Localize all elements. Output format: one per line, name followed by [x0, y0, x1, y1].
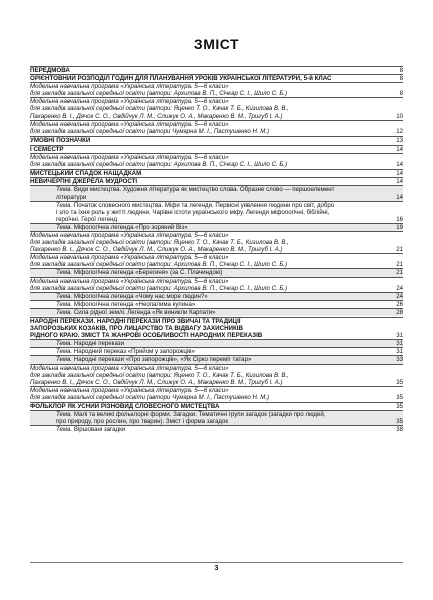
toc-entry-text: для закладів загальної середньої освіти (автори Чумарна М. І., Пастушенко Н. М.): [30, 393, 270, 401]
toc-entry[interactable]: [30, 261, 403, 268]
toc-entry-text: Малі та великі фольклорні форми. Загадки. Тематичні групи загадок (загадки про людей,: [73, 411, 326, 419]
toc-entry-label: Тема.: [56, 411, 73, 419]
toc-entry-text: Міфологічна легенда «Чому нас море людин?»: [73, 292, 208, 300]
toc-entry-label: Тема.: [56, 269, 73, 277]
toc-entry-text: для закладів загальної середньої освіти (автори Чумарна М. І., Пастушенко Н. М.): [30, 127, 270, 135]
toc-entry-text: Народний переказ «Прийом у запорожців»: [73, 348, 195, 356]
toc-entry[interactable]: [30, 277, 403, 285]
toc-entry-text: для закладів загальної середньої освіти (автори: Яценко Т. О., Качак Т. Б., Кизилова В. В.,: [30, 105, 289, 113]
toc-entry[interactable]: [30, 223, 403, 231]
toc-entry-text: I СЕМЕСТР: [30, 145, 64, 153]
toc-entry-title: [30, 411, 391, 418]
toc-entry-page: 35: [396, 403, 403, 411]
toc-entry-text: для закладів загальної середньої освіти (автори: Архипова В. П., Січкар С. І., Шило С. Б.): [30, 161, 288, 169]
toc-entry[interactable]: [30, 339, 403, 347]
toc-entry-text: героїчні. Герої легенд: [56, 215, 118, 223]
toc-entry-title: [30, 75, 391, 82]
toc-entry-text: Пахаренко В. І., Дячок С. О., Овдійчук Л. М., Слижук О. А., Макаренко В. М., Тригуб І. А.): [30, 246, 283, 254]
toc-entry-page: 8: [399, 90, 403, 98]
toc-entry-title: [30, 403, 391, 410]
toc-entry[interactable]: [30, 105, 403, 112]
toc-entry[interactable]: [30, 268, 403, 276]
toc-entry-label: Тема.: [56, 300, 73, 308]
toc-entry-title: [30, 194, 391, 201]
toc-entry-page: 14: [396, 178, 403, 186]
toc-entry-text: і зло та їхня роль у житті людини. Чарівні істоти українського міфу. Легенди міфологічні, біблійні,: [56, 208, 330, 216]
toc-entry[interactable]: [30, 379, 403, 386]
toc-entry-label: Тема.: [56, 201, 73, 209]
toc-entry-title: [30, 418, 391, 425]
toc-entry-page: 8: [399, 67, 403, 74]
toc-entry[interactable]: [30, 113, 403, 120]
page-title: ЗМІСТ: [193, 36, 240, 52]
toc-entry-title: [30, 269, 391, 276]
toc-entry-title: [30, 146, 391, 153]
toc-entry-title: [30, 209, 391, 216]
toc-entry[interactable]: [30, 201, 403, 209]
toc-entry-text: Сила рідної землі. Легенда «Як виникли Карпати»: [73, 308, 216, 316]
toc-entry-title: [30, 261, 391, 268]
toc-entry-text: Види мистецтва. Художня література як мистецтво слова. Образне слово — першоелемент: [73, 186, 335, 194]
toc-entry[interactable]: [30, 394, 403, 401]
toc-entry-text: РІДНОГО КРАЮ. ЗМІСТ ТА ЖАНРОВІ ОСОБЛИВОСТІ НАРОДНИХ ПЕРЕКАЗІВ: [30, 332, 263, 340]
toc-entry-text: Модельна навчальна програма «Українська література. 5—6 класи»: [30, 231, 229, 239]
toc-entry-label: Тема.: [56, 223, 73, 231]
toc-entry[interactable]: [30, 185, 403, 193]
toc-entry-page: 8: [399, 75, 403, 83]
toc-entry-title: [30, 202, 391, 209]
toc-entry-title: [30, 318, 391, 325]
toc-entry[interactable]: [30, 410, 403, 418]
toc-entry-page: 10: [396, 112, 403, 120]
toc-entry-page: 33: [396, 356, 403, 364]
toc-entry-title: [30, 285, 391, 292]
toc-entry-text: ОРІЄНТОВНИЙ РОЗПОДІЛ ГОДИН ДЛЯ ПЛАНУВАННЯ УРОКІВ УКРАЇНСЬКОЇ ЛІТЕРАТУРИ, 5-й КЛАС: [30, 75, 332, 83]
toc-entry-text: Модельна навчальна програма «Українська література. 5—6 класи»: [30, 277, 229, 285]
toc-entry-text: для закладів загальної середньої освіти (автори: Архипова В. П., Січкар С. І., Шило С. Б.): [30, 284, 288, 292]
toc-entry-page: 21: [396, 246, 403, 254]
toc-entry[interactable]: [30, 332, 403, 339]
toc-entry-text: ЗАПОРОЗЬКИХ КОЗАКІВ, ПРО ЛИЦАРСТВО ТА ВІДВАГУ ЗАХИСНИКІВ: [30, 325, 243, 333]
toc-entry-text: НЕВИЧЕРПНІ ДЖЕРЕЛА МУДРОСТІ: [30, 178, 138, 186]
toc-entry[interactable]: [30, 386, 403, 394]
toc-entry[interactable]: [30, 418, 403, 425]
toc-entry-label: Тема.: [56, 426, 73, 434]
toc-entry-page: 35: [396, 393, 403, 401]
toc-entry-text: Віршовані загадки: [73, 426, 126, 434]
toc-entry[interactable]: [30, 317, 403, 325]
toc-entry-page: 26: [396, 300, 403, 308]
toc-entry-page: 13: [396, 136, 403, 144]
toc-entry[interactable]: [30, 194, 403, 201]
toc-entry-page: 12: [396, 127, 403, 135]
page-number: 3: [214, 565, 219, 572]
toc-entry-title: [30, 325, 391, 332]
footer-divider: [30, 562, 403, 563]
toc-entry-label: Тема.: [56, 340, 73, 348]
toc-entry-title: [30, 372, 391, 379]
toc-entry[interactable]: [30, 246, 403, 253]
toc-entry-page: 14: [396, 161, 403, 169]
toc-entry-text: МИСТЕЦЬКИЙ СПАДОК НАЩАДКАМ: [30, 170, 142, 178]
toc-entry-page: 19: [396, 223, 403, 231]
toc-entry-title: [30, 254, 391, 261]
toc-entry-page: 14: [396, 193, 403, 201]
toc-entry-text: ФОЛЬКЛОР ЯК УСНИЙ РІЗНОВИД СЛОВЕСНОГО МИСТЕЦТВА: [30, 403, 220, 411]
toc-entry-text: літератури: [56, 193, 87, 201]
toc-entry-text: Народні перекази «Про запорожців», «Як Сірко переміг татар»: [73, 356, 252, 364]
toc-entry-label: Тема.: [56, 186, 73, 194]
toc-entry-title: [30, 121, 391, 128]
toc-entry-text: Міфологічна легенда «Неопалима купина»: [73, 300, 196, 308]
toc-entry-title: [30, 105, 391, 112]
toc-entry[interactable]: [30, 347, 403, 355]
toc-entry[interactable]: [30, 153, 403, 161]
toc-entry-text: для закладів загальної середньої освіти (автори: Яценко Т. О., Качак Т. Б., Кизилова В. В.,: [30, 371, 289, 379]
toc-entry-title: [30, 137, 391, 144]
toc-entry-page: 21: [396, 269, 403, 277]
toc-entry-title: [30, 356, 391, 363]
toc-entry-text: НАРОДНІ ПЕРЕКАЗИ. НАРОДНІ ПЕРЕКАЗИ ПРО ЗВИЧАЇ ТА ТРАДИЦІЇ: [30, 318, 241, 325]
toc-entry[interactable]: [30, 292, 403, 300]
toc-entry-title: [30, 246, 391, 253]
toc-entry[interactable]: [30, 82, 403, 90]
toc-entry-text: Модельна навчальна програма «Українська література. 5—6 класи»: [30, 98, 229, 106]
toc-entry-page: 31: [396, 348, 403, 356]
toc-entry[interactable]: [30, 231, 403, 239]
toc-entry[interactable]: [30, 239, 403, 246]
toc-entry-label: Тема.: [56, 308, 73, 316]
toc-entry[interactable]: [30, 364, 403, 372]
toc-entry-page: 31: [396, 340, 403, 348]
toc-entry[interactable]: [30, 161, 403, 168]
toc-entry[interactable]: [30, 300, 403, 308]
toc-entry-title: [30, 178, 391, 185]
toc-entry-text: Початок словесного мистецтва. Міфи та легенди. Первісні уявлення людини про світ, добро: [73, 201, 335, 209]
toc-entry[interactable]: [30, 325, 403, 332]
toc-entry-title: [30, 98, 391, 105]
toc-entry-page: 14: [396, 145, 403, 153]
toc-entry[interactable]: [30, 66, 403, 74]
toc-entry-text: УМОВНІ ПОЗНАЧКИ: [30, 136, 91, 144]
toc-entry[interactable]: [30, 128, 403, 135]
toc-entry[interactable]: [30, 253, 403, 261]
toc-entry-title: [30, 332, 391, 339]
toc-entry-text: Модельна навчальна програма «Українська література. 5—6 класи»: [30, 254, 229, 262]
toc-entry-title: [30, 293, 391, 300]
toc-entry-text: Народні перекази: [73, 340, 124, 348]
toc-entry-text: ПЕРЕДМОВА: [30, 67, 70, 74]
toc-entry[interactable]: [30, 425, 403, 433]
toc-entry-text: для закладів загальної середньої освіти (автори: Яценко Т. О., Качак Т. Б., Кизилова В. В.,: [30, 239, 289, 247]
toc-entry-title: [30, 83, 391, 90]
toc-entry-title: [30, 113, 391, 120]
toc-entry[interactable]: [30, 90, 403, 97]
toc-entry-page: 21: [396, 261, 403, 269]
toc-entry-text: Модельна навчальна програма «Українська література. 5—6 класи»: [30, 154, 229, 162]
toc-entry[interactable]: [30, 169, 403, 177]
table-of-contents: [30, 66, 403, 433]
toc-entry-title: [30, 365, 391, 372]
toc-entry-text: Міфологічна легенда «Про зоряний Віз»: [73, 223, 188, 231]
toc-entry[interactable]: [30, 120, 403, 128]
toc-entry[interactable]: [30, 285, 403, 292]
toc-entry-text: Модельна навчальна програма «Українська література. 5—6 класи»: [30, 386, 229, 394]
toc-entry-text: для закладів загальної середньої освіти (автори: Архипова В. П., Січкар С. І., Шило С. Б.): [30, 261, 288, 269]
toc-entry-title: [30, 394, 391, 401]
toc-entry-text: Модельна навчальна програма «Українська література. 5—6 класи»: [30, 120, 229, 128]
toc-entry-page: 38: [396, 426, 403, 434]
toc-entry[interactable]: [30, 308, 403, 316]
toc-entry-title: [30, 348, 391, 355]
toc-entry-text: Модельна навчальна програма «Українська література. 5—6 класи»: [30, 83, 229, 91]
toc-entry-title: [30, 154, 391, 161]
toc-entry-title: [30, 170, 391, 177]
toc-entry-text: Пахаренко В. І., Дячок С. О., Овдійчук Л. М., Слижук О. А., Макаренко В. М., Тригуб І. А.): [30, 112, 283, 120]
toc-entry[interactable]: [30, 136, 403, 144]
toc-entry-title: [30, 426, 391, 433]
toc-entry[interactable]: [30, 74, 403, 82]
toc-entry[interactable]: [30, 177, 403, 185]
toc-entry-text: Пахаренко В. І., Дячок С. О., Овдійчук Л. М., Слижук О. А., Макаренко В. М., Тригуб І. А.): [30, 378, 283, 386]
toc-entry-label: Тема.: [56, 348, 73, 356]
toc-entry-page: 35: [396, 418, 403, 426]
toc-entry-title: [30, 309, 391, 316]
toc-entry-page: 16: [396, 215, 403, 223]
toc-entry-text: Модельна навчальна програма «Українська література. 5—6 класи»: [30, 364, 229, 372]
toc-entry-label: Тема.: [56, 356, 73, 364]
toc-entry-page: 28: [396, 308, 403, 316]
toc-entry-page: 14: [396, 170, 403, 178]
toc-entry-label: Тема.: [56, 292, 73, 300]
toc-entry-text: Міфологічна легенда «Берегиня» (за С. Плачиндою): [73, 269, 223, 277]
toc-entry[interactable]: [30, 216, 403, 223]
toc-entry-page: 35: [396, 378, 403, 386]
toc-entry-title: [30, 232, 391, 239]
toc-entry-text: для закладів загальної середньої освіти (автори: Архипова В. П., Січкар С. І., Шило С. Б.): [30, 90, 288, 98]
toc-entry-title: [30, 67, 391, 74]
toc-entry-title: [30, 340, 391, 347]
toc-entry-title: [30, 128, 391, 135]
toc-entry-title: [30, 161, 391, 168]
toc-entry[interactable]: [30, 355, 403, 363]
toc-entry[interactable]: [30, 97, 403, 105]
toc-entry-title: [30, 186, 391, 193]
toc-entry[interactable]: [30, 145, 403, 153]
toc-entry-text: про природу, про рослин, про тварин). Зміст і форма загадок: [56, 418, 229, 426]
toc-entry-title: [30, 278, 391, 285]
toc-entry[interactable]: [30, 372, 403, 379]
toc-entry-page: 24: [396, 292, 403, 300]
toc-entry[interactable]: [30, 402, 403, 410]
toc-entry-title: [30, 239, 391, 246]
toc-entry-page: 24: [396, 284, 403, 292]
toc-entry-title: [30, 379, 391, 386]
toc-entry[interactable]: [30, 209, 403, 216]
toc-entry-title: [30, 301, 391, 308]
toc-entry-title: [30, 90, 391, 97]
toc-entry-title: [30, 216, 391, 223]
toc-entry-title: [30, 387, 391, 394]
toc-entry-title: [30, 224, 391, 231]
toc-entry-page: 31: [396, 332, 403, 340]
